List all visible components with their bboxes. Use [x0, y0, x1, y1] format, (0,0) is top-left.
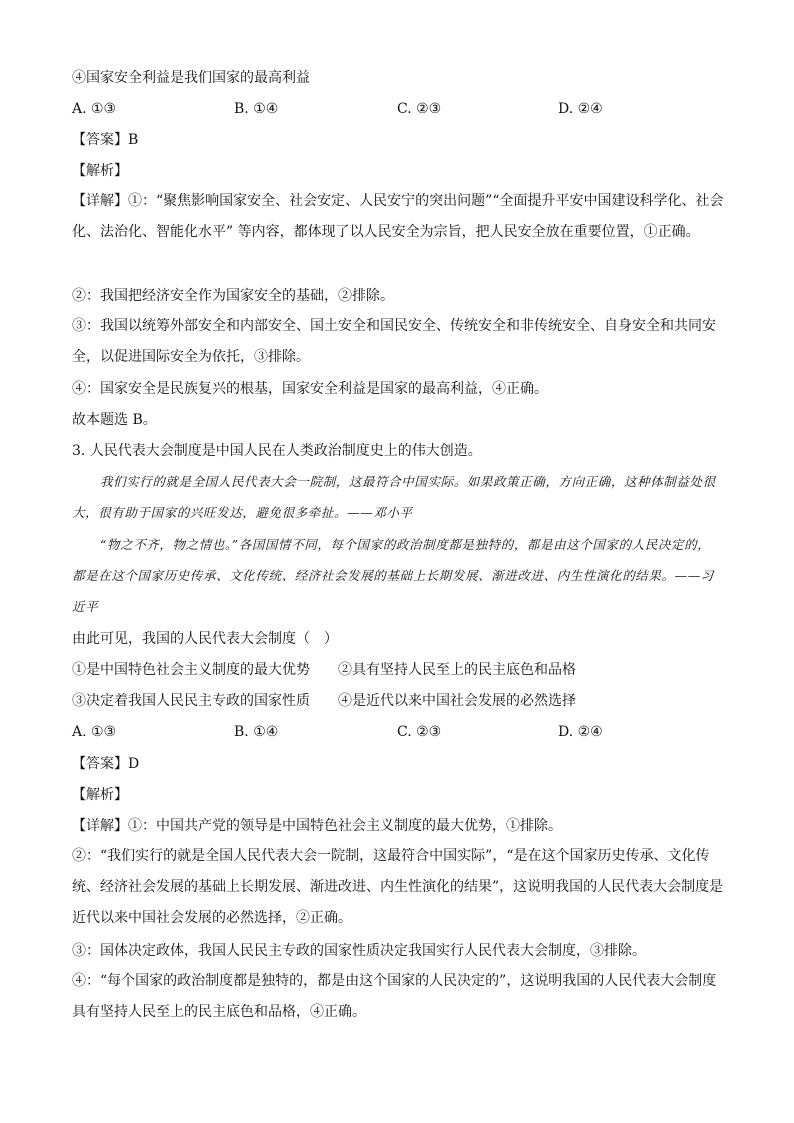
q3-detail-4: ④：“每个国家的政治制度都是独特的，都是由这个国家的人民决定的”，这说明我国的人民代表大会制度具有坚持人民至上的民主底色和品格，④正确。 [72, 973, 717, 1020]
q3-answer: 【答案】D [72, 756, 140, 772]
q3-statements-row-1 [72, 660, 732, 680]
q3-statement-3: ③决定着我国人民民主专政的国家性质 [72, 693, 310, 709]
q3-option-c: C. ②③ [397, 724, 442, 740]
q2-option-b: B. ①④ [234, 101, 279, 117]
q2-options [72, 99, 732, 119]
q3-detail-1: 【详解】①：中国共产党的领导是中国特色社会主义制度的最大优势，①排除。 [72, 818, 562, 834]
q2-detail-3: ③：我国以统筹外部安全和内部安全、国土安全和国民安全、传统安全和非传统安全、自身安全和共同安全，以促进国际安全为依托，③排除。 [72, 318, 716, 365]
q2-option-c: C. ②③ [397, 101, 442, 117]
q3-option-a: A. ①③ [72, 724, 117, 740]
q2-detail-4: ④：国家安全是民族复兴的根基，国家安全利益是国家的最高利益，④正确。 [72, 381, 548, 397]
q3-analysis-label: 【解析】 [72, 787, 128, 803]
q3-quote-xi: “物之不齐，物之情也。”各国国情不同，每个国家的政治制度都是独特的，都是由这个国家的人民决定的，都是在这个国家历史传承、文化传统、经济社会发展的基础上长期发展、渐进改进、内生性演化的结果。——习近平 [72, 537, 714, 614]
q3-option-d: D. ②④ [558, 724, 603, 740]
q3-detail-2: ②：“我们实行的就是全国人民代表大会一院制，这最符合中国实际”，“是在这个国家历史传承、文化传统、经济社会发展的基础上长期发展、渐进改进、内生性演化的结果”，这说明我国的人民代表大会制度是近代以来中国社会发展的必然选择，②正确。 [72, 848, 724, 926]
q2-detail-1: 【详解】①：“聚焦影响国家安全、社会安定、人民安宁的突出问题”“全面提升平安中国建设科学化、社会化、法治化、智能化水平” 等内容，都体现了以人民安全为宗旨，把人民安全放在重要位置，①正确。 [72, 193, 724, 240]
q2-statement-4: ④国家安全利益是我们国家的最高利益 [72, 70, 310, 86]
q3-statements-row-2 [72, 691, 732, 711]
q3-quote-deng: 我们实行的就是全国人民代表大会一院制，这最符合中国实际。如果政策正确，方向正确，这种体制益处很大，很有助于国家的兴旺发达，避免很多牵扯。——邓小平 [72, 474, 716, 520]
q2-conclusion: 故本题选 B。 [72, 412, 157, 428]
q3-stem: 3. 人民代表大会制度是中国人民在人类政治制度史上的伟大创造。 [72, 443, 482, 459]
q3-options [72, 722, 732, 742]
q3-statement-2: ②具有坚持人民至上的民主底色和品格 [338, 662, 576, 678]
q3-statement-1: ①是中国特色社会主义制度的最大优势 [72, 662, 310, 678]
q2-option-a: A. ①③ [72, 101, 117, 117]
q3-statement-4: ④是近代以来中国社会发展的必然选择 [338, 693, 576, 709]
q2-detail-2: ②：我国把经济安全作为国家安全的基础，②排除。 [72, 288, 394, 304]
q3-detail-3: ③：国体决定政体，我国人民民主专政的国家性质决定我国实行人民代表大会制度，③排除。 [72, 943, 646, 959]
q2-analysis-label: 【解析】 [72, 163, 128, 179]
q3-question: 由此可见，我国的人民代表大会制度（ ） [72, 631, 338, 647]
q2-option-d: D. ②④ [558, 101, 603, 117]
q2-answer: 【答案】B [72, 132, 139, 148]
q3-option-b: B. ①④ [234, 724, 279, 740]
